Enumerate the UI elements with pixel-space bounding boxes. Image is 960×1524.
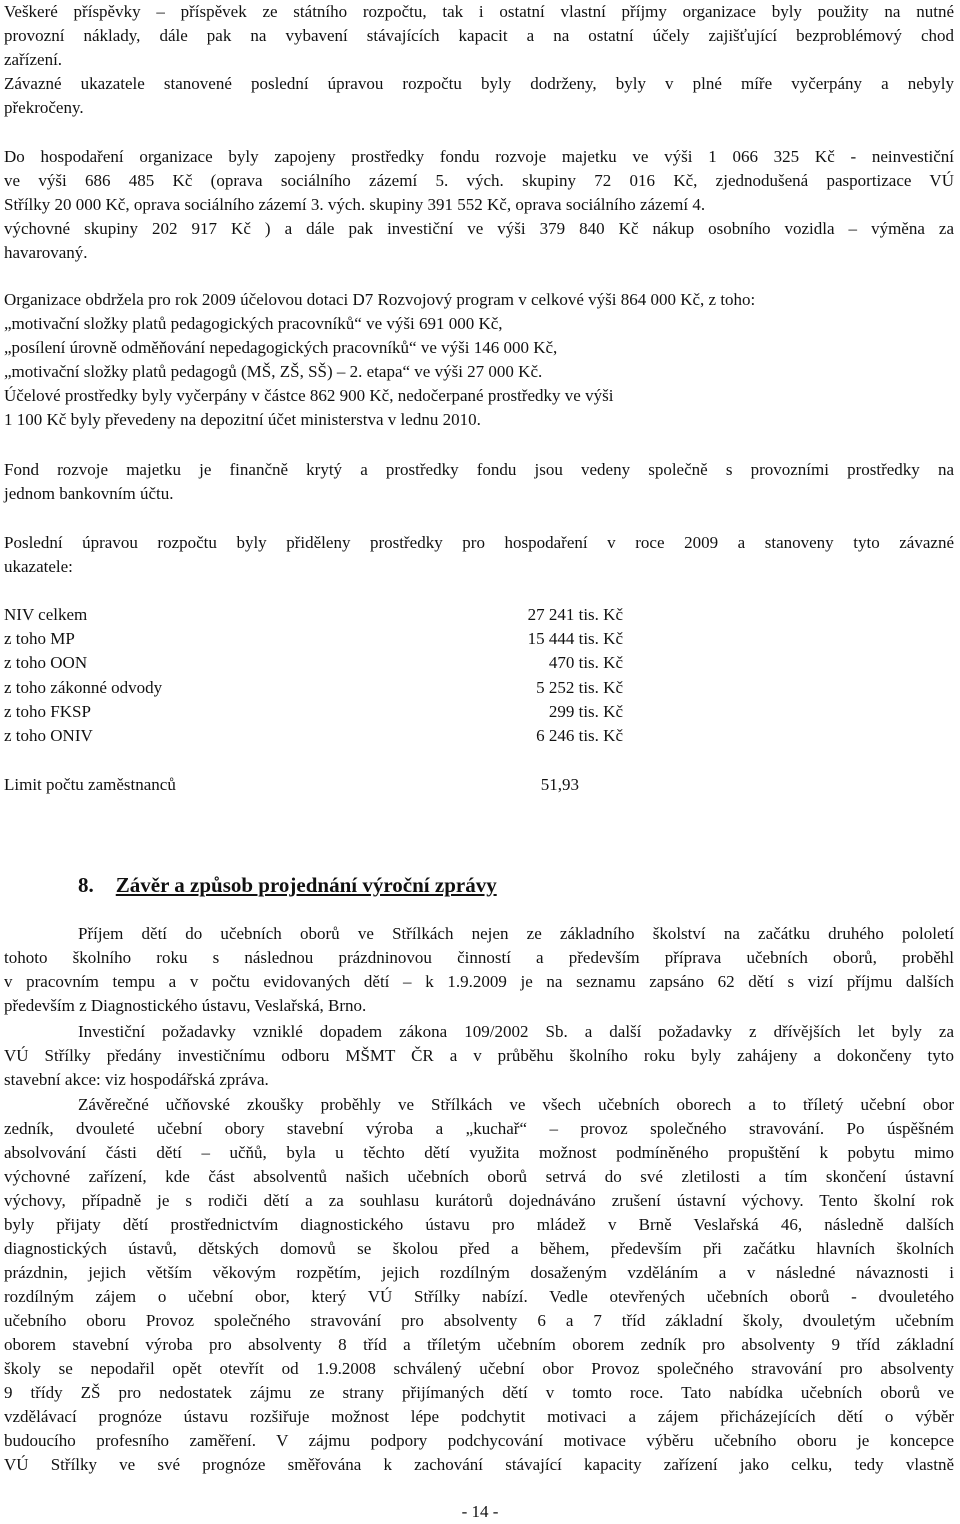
text-line: Závazné ukazatele stanovené poslední úpravou rozpočtu byly dodrženy, byly v plné míře vyčerpány a nebyly — [4, 74, 954, 93]
text-line: byly přijaty dětí prostřednictvím diagnostického ústavu pro mládež v Brně Veslařská 46, následně dalších — [4, 1215, 954, 1234]
text-line: „posílení úrovně odměňování nepedagogických pracovníků“ ve výši 146 000 Kč, — [4, 338, 558, 357]
text-line: „motivační složky platů pedagogických pracovníků“ ve výši 691 000 Kč, — [4, 314, 503, 333]
indicator-row — [4, 700, 704, 724]
indicator-label: z toho zákonné odvody — [4, 678, 163, 697]
text-line: rozdílným zájem o učební obor, který VÚ Střílky nabízí. Vedle otevřených učebních oborů - dvouletého — [4, 1287, 954, 1306]
text-line: ve výši 686 485 Kč (oprava sociálního zázemí 5. vých. skupiny 72 016 Kč, zjednodušená pasportizace VÚ — [4, 171, 954, 190]
text-line: Příjem dětí do učebních oborů ve Střílkách nejen ze základního školství na začátku druhého pololetí — [78, 924, 954, 943]
section-title: Závěr a způsob projednání výroční zprávy — [115, 873, 497, 897]
indicator-label: NIV celkem — [4, 605, 88, 624]
employee-limit-row — [4, 773, 704, 797]
indicator-value: 299 tis. Kč — [548, 702, 623, 721]
text-line: absolvování části dětí – učňů, byla u těchto dětí využita možnost podmíněného propuštění k pobytu mimo — [4, 1143, 954, 1162]
indicator-row — [4, 603, 704, 627]
text-line: Investiční požadavky vzniklé dopadem zákona 109/2002 Sb. a další požadavky z dřívějších let byly za — [78, 1022, 954, 1041]
text-line: prázdnin, jejich větším věkovým rozpětím, jejich rozdílným dosaženým vzděláním a v následné návaznosti i — [4, 1263, 954, 1282]
section-number: 8. — [78, 873, 94, 897]
paragraph-admission — [4, 922, 954, 1018]
text-line: překročeny. — [4, 98, 84, 117]
text-line: jednom bankovním účtu. — [4, 484, 174, 503]
indicator-row — [4, 676, 704, 700]
text-line: VÚ Střílky ve své prognóze směřována k zachování stávající kapacity zařízení jako celku, tedy vlastně — [4, 1455, 954, 1474]
page-number: - 14 - — [461, 1502, 499, 1521]
text-line: Fond rozvoje majetku je finančně krytý a prostředky fondu jsou vedeny společně s provozními prostředky na — [4, 460, 954, 479]
section-heading — [78, 871, 497, 899]
indicator-value: 5 252 tis. Kč — [536, 678, 623, 697]
indicator-row — [4, 627, 704, 651]
text-line: ukazatele: — [4, 557, 73, 576]
employee-limit-label: Limit počtu zaměstnanců — [4, 775, 176, 794]
text-line: 1 100 Kč byly převedeny na depozitní účet ministerstva v lednu 2010. — [4, 410, 481, 429]
text-line: výchovy, případně je s rodiči dětí a za souhlasu kurátorů dojednáváno zrušení ústavní výchovy. Tento školní rok — [4, 1191, 954, 1210]
paragraph-fund-account — [4, 458, 954, 506]
paragraph-binding-indicators — [4, 531, 954, 579]
text-line: Organizace obdržela pro rok 2009 účelovou dotaci D7 Rozvojový program v celkové výši 864 000 Kč, z toho: — [4, 290, 756, 309]
indicator-row — [4, 651, 704, 675]
paragraph-final-exams — [4, 1093, 954, 1477]
text-line: „motivační složky platů pedagogů (MŠ, ZŠ, SŠ) – 2. etapa“ ve výši 27 000 Kč. — [4, 362, 543, 381]
text-line: školy se nepodařil opět otevřít od 1.9.2008 schválený učební obor Provoz společného stravování pro absolventy — [4, 1359, 954, 1378]
text-line: Střílky 20 000 Kč, oprava sociálního zázemí 3. vých. skupiny 391 552 Kč, oprava sociálního zázemí 4. — [4, 195, 706, 214]
text-line: zedník, dvouleté učební obory stavební výroba a „kuchař“ – provoz společného stravování. Po úspěšném — [4, 1119, 954, 1138]
text-line: Závěrečné učňovské zkoušky proběhly ve Střílkách ve všech učebních oborech a to tříletý učební obor — [78, 1095, 954, 1114]
indicator-value: 470 tis. Kč — [548, 653, 623, 672]
text-line: 9 třídy ZŠ pro nedostatek zájmu ze strany přijímaných dětí v tomto roce. Tato nabídka učebních oborů ve — [4, 1383, 954, 1402]
text-line: Poslední úpravou rozpočtu byly přiděleny prostředky pro hospodaření v roce 2009 a stanoveny tyto závazné — [4, 533, 954, 552]
text-line: výchovné zařízení, kde část absolventů našich učebních oborů setrvá do své zletilosti a tím skončení ústavní — [4, 1167, 954, 1186]
text-line: oborem stavební výroba pro absolventy 8 tříd a tříletým učebním oborem zedník pro absolventy 9 tříd základní — [4, 1335, 954, 1354]
text-line: učebního oboru Provoz společného stravování pro absolventy 6 a 7 tříd základní školy, dvouletým učebním — [4, 1311, 954, 1330]
indicator-value: 27 241 tis. Kč — [527, 605, 623, 624]
paragraph-investments — [4, 1020, 954, 1092]
indicator-label: z toho ONIV — [4, 726, 93, 745]
text-line: tohoto školního roku s následnou prázdninovou činností a především příprava učebních oborů, proběhl — [4, 948, 954, 967]
text-line: Do hospodaření organizace byly zapojeny prostředky fondu rozvoje majetku ve výši 1 066 325 Kč - neinvestiční — [4, 147, 954, 166]
indicator-label: z toho FKSP — [4, 702, 91, 721]
text-line: v pracovním tempu a v počtu evidovaných dětí – k 1.9.2009 je na seznamu zapsáno 62 dětí s vizí příjmu dalších — [4, 972, 954, 991]
paragraph-budget-use — [4, 0, 954, 120]
text-line: zařízení. — [4, 50, 63, 69]
text-line: diagnostických ústavů, dětských domovů se školou před a během, především při začátku hlavních školních — [4, 1239, 954, 1258]
text-line: vzdělávací prognóze ústavu rozšiřuje možnost lépe podchytit motivaci a zájem přicházejících dětí o výběr — [4, 1407, 954, 1426]
indicator-row — [4, 724, 704, 748]
text-line: výchovné skupiny 202 917 Kč ) a dále pak investiční ve výši 379 840 Kč nákup osobního vozidla – výměna za — [4, 219, 954, 238]
paragraph-development-fund — [4, 145, 954, 265]
paragraph-subsidy — [4, 288, 954, 432]
employee-limit-value: 51,93 — [540, 775, 579, 794]
text-line: především z Diagnostického ústavu, Veslařská, Brno. — [4, 996, 367, 1015]
indicator-label: z toho MP — [4, 629, 75, 648]
text-line: havarovaný. — [4, 243, 88, 262]
indicator-value: 15 444 tis. Kč — [527, 629, 623, 648]
text-line: Veškeré příspěvky – příspěvek ze státního rozpočtu, tak i ostatní vlastní příjmy organizace byly použity na nutné — [4, 2, 954, 21]
text-line: provozní náklady, dále pak na vybavení stávajících kapacit a na ostatní účely zajišťující bezproblémový chod — [4, 26, 954, 45]
text-line: stavební akce: viz hospodářská zpráva. — [4, 1070, 269, 1089]
indicator-value: 6 246 tis. Kč — [536, 726, 623, 745]
text-line: budoucího profesního zaměření. V zájmu podpory podchycování motivace výběru učebního oboru je koncepce — [4, 1431, 954, 1450]
text-line: VÚ Střílky předány investičnímu odboru MŠMT ČR a v průběhu školního roku byly zahájeny a dokončeny tyto — [4, 1046, 954, 1065]
indicator-label: z toho OON — [4, 653, 88, 672]
text-line: Účelové prostředky byly vyčerpány v částce 862 900 Kč, nedočerpané prostředky ve výši — [4, 386, 614, 405]
